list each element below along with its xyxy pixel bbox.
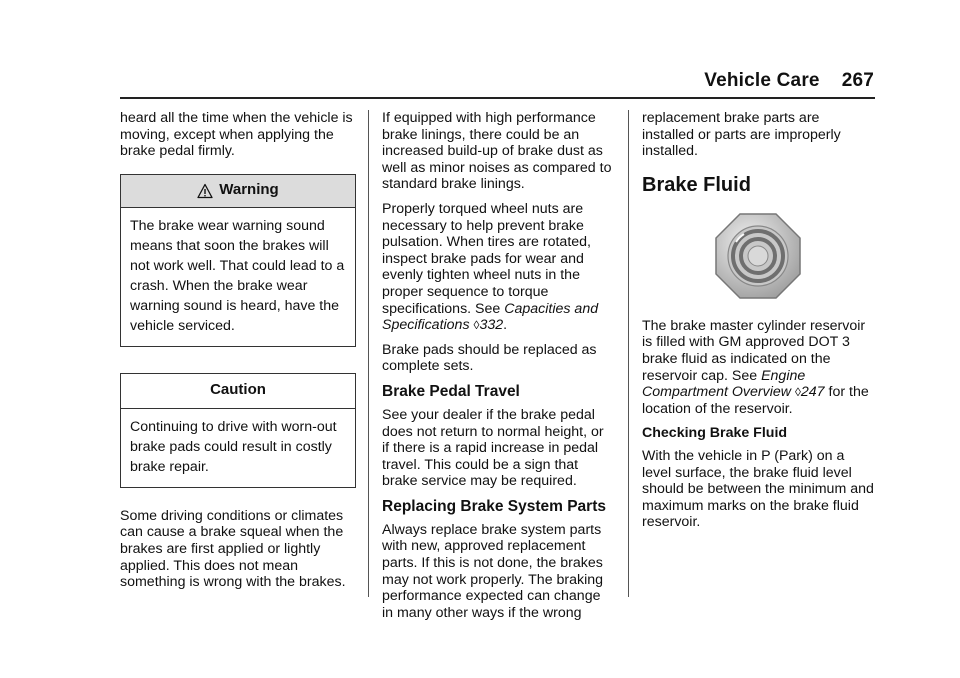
section-heading: Brake Pedal Travel (382, 382, 520, 400)
section-title: Vehicle Care (704, 70, 820, 91)
caution-title: Caution (210, 381, 266, 399)
page-header (704, 70, 874, 92)
warning-header (121, 175, 355, 208)
paragraph-text: . (503, 317, 508, 334)
warning-box (120, 174, 356, 347)
section-title-heading: Brake Fluid (642, 173, 751, 196)
warning-triangle-icon (197, 183, 213, 199)
cross-reference-page[interactable]: 247 (800, 384, 825, 401)
warning-title: Warning (219, 181, 279, 199)
paragraph: Brake pads should be replaced as complete sets. (382, 341, 597, 375)
cross-reference-link[interactable]: Capacities and Specifications (382, 300, 599, 334)
paragraph: With the vehicle in P (Park) on a level surface, the brake fluid level should be between the minimum and maximum marks on the brake fluid reservoir. (642, 447, 874, 531)
caution-body: Continuing to drive with worn-out brake pads could result in costly brake repair. (130, 418, 337, 475)
brake-fluid-cap-figure (642, 212, 874, 300)
column-divider (368, 110, 369, 597)
paragraph-text: The brake master cylinder reservoir is filled with GM approved DOT 3 brake fluid as indicated on the reservoir cap. See (642, 317, 866, 384)
paragraph: heard all the time when the vehicle is moving, except when applying the brake pedal firmly. (120, 110, 353, 160)
cross-reference-link[interactable]: Engine Compartment Overview (642, 367, 806, 401)
caution-header (121, 374, 355, 409)
paragraph (642, 318, 874, 418)
paragraph (382, 201, 612, 334)
column-divider (628, 110, 629, 597)
page-number: 267 (841, 70, 874, 91)
page-ref-icon: ◊ (473, 318, 480, 333)
paragraph: See your dealer if the brake pedal does not return to normal height, or if there is a rapid increase in pedal travel. This could be a sign that brake service may be required. (382, 406, 604, 490)
brake-fluid-cap-icon (714, 212, 802, 300)
caution-box (120, 373, 356, 488)
paragraph: replacement brake parts are installed or parts are improperly installed. (642, 110, 841, 160)
column-3 (642, 110, 874, 539)
paragraph: If equipped with high performance brake linings, there could be an increased build-up of brake dust as well as minor noises as compared to standard brake linings. (382, 110, 612, 193)
section-heading: Replacing Brake System Parts (382, 497, 606, 515)
header-rule (120, 97, 875, 99)
column-2 (382, 110, 612, 629)
cross-reference-page[interactable]: 332 (479, 317, 504, 334)
page-ref-icon: ◊ (794, 385, 801, 400)
subheading: Checking Brake Fluid (642, 425, 788, 442)
paragraph-text: Properly torqued wheel nuts are necessary to help prevent brake pulsation. When tires are rotated, inspect brake pads for wear and evenly tighten wheel nuts in the proper sequence to torque specifications. See (382, 200, 591, 317)
paragraph: Always replace brake system parts with new, approved replacement parts. If this is not done, the brakes may not work properly. The braking performance expected can change in many other ways if the wrong (382, 521, 604, 621)
paragraph: Some driving conditions or climates can cause a brake squeal when the brakes are first applied or lightly applied. This does not mean something is wrong with the brakes. (120, 507, 346, 591)
warning-body: The brake wear warning sound means that soon the brakes will not work well. That could lead to a crash. When the brake wear warning sound is heard, have the vehicle serviced. (130, 217, 345, 334)
column-1 (120, 110, 356, 599)
paragraph-text: for the location of the reservoir. (642, 384, 869, 417)
